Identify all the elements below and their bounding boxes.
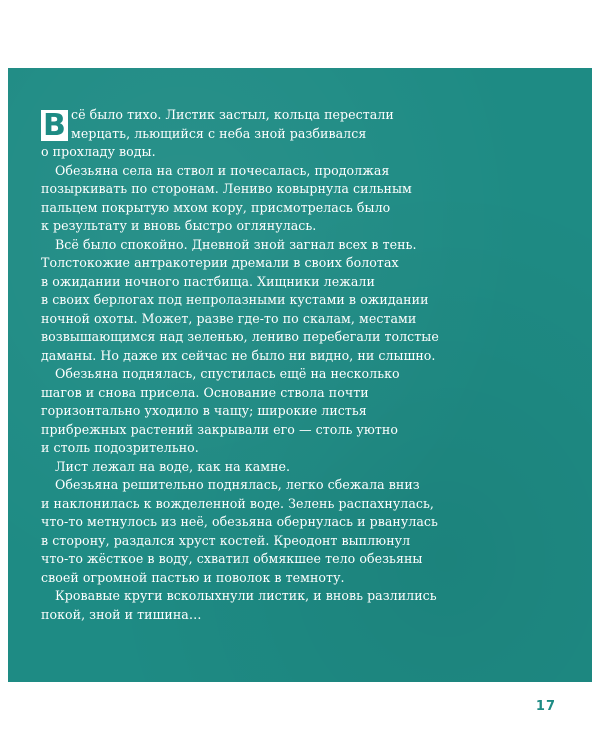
text-line: в сторону, раздался хруст костей. Креодонт выплюнул (41, 532, 411, 548)
text-line: что-то жёсткое в воду, схватил обмякшее тело обезьяны (41, 551, 423, 566)
text-line: Всё было спокойно. Дневной зной загнал всех в тень. (55, 236, 417, 252)
text-line: шагов и снова присела. Основание ствола почти (41, 384, 369, 400)
text-line: своей огромной пастью и поволок в темноту. (41, 569, 345, 585)
paragraph-2 (41, 162, 581, 236)
text-line: ночной охоты. Может, разве где-то по скалам, местами (41, 310, 417, 326)
text-line: мерцать, льющийся с неба зной разбивался (71, 125, 367, 141)
drop-cap: В (41, 110, 68, 141)
page-number: 17 (535, 699, 556, 714)
text-line: Обезьяна решительно поднялась, легко сбежала вниз (55, 477, 420, 492)
story-text (41, 106, 581, 624)
text-line: Обезьяна поднялась, спустилась ещё на несколько (55, 366, 400, 381)
text-line: даманы. Но даже их сейчас не было ни видно, ни слышно. (41, 347, 436, 363)
text-line: прибрежных растений закрывали его — столь уютно (41, 421, 398, 437)
text-line: возвышающимся над зеленью, лениво перебегали толстые (41, 329, 439, 344)
text-line: Толстокожие антракотерии дремали в своих болотах (41, 255, 399, 270)
text-line: в ожидании ночного пастбища. Хищники лежали (41, 273, 375, 289)
text-panel (8, 68, 592, 682)
paragraph-4 (41, 365, 581, 458)
text-line: покой, зной и тишина… (41, 606, 202, 622)
paragraph-6 (41, 476, 581, 587)
text-line: пальцем покрытую мхом кору, присмотрелась было (41, 199, 391, 215)
text-line: Лист лежал на воде, как на камне. (55, 458, 291, 474)
paragraph-5 (41, 458, 581, 477)
paragraph-7 (41, 587, 581, 624)
text-line: и столь подозрительно. (41, 440, 199, 455)
text-line: позыркивать по сторонам. Лениво ковырнула сильным (41, 181, 412, 196)
text-line: к результату и вновь быстро оглянулась. (41, 218, 317, 233)
text-line: в своих берлогах под непролазными кустами в ожидании (41, 292, 429, 307)
text-line: и наклонилась к вожделенной воде. Зелень распахнулась, (41, 495, 434, 511)
text-line: что-то метнулось из неё, обезьяна обернулась и рванулась (41, 514, 438, 529)
paragraph-1 (41, 106, 581, 162)
paragraph-3 (41, 236, 581, 366)
text-line: о прохладу воды. (41, 144, 156, 159)
text-line: Обезьяна села на ствол и почесалась, продолжая (55, 162, 390, 178)
text-line: Кровавые круги всколыхнули листик, и вновь разлились (55, 588, 437, 603)
text-line: горизонтально уходило в чащу; широкие листья (41, 403, 367, 418)
text-line: сё было тихо. Листик застыл, кольца перестали (71, 107, 394, 122)
